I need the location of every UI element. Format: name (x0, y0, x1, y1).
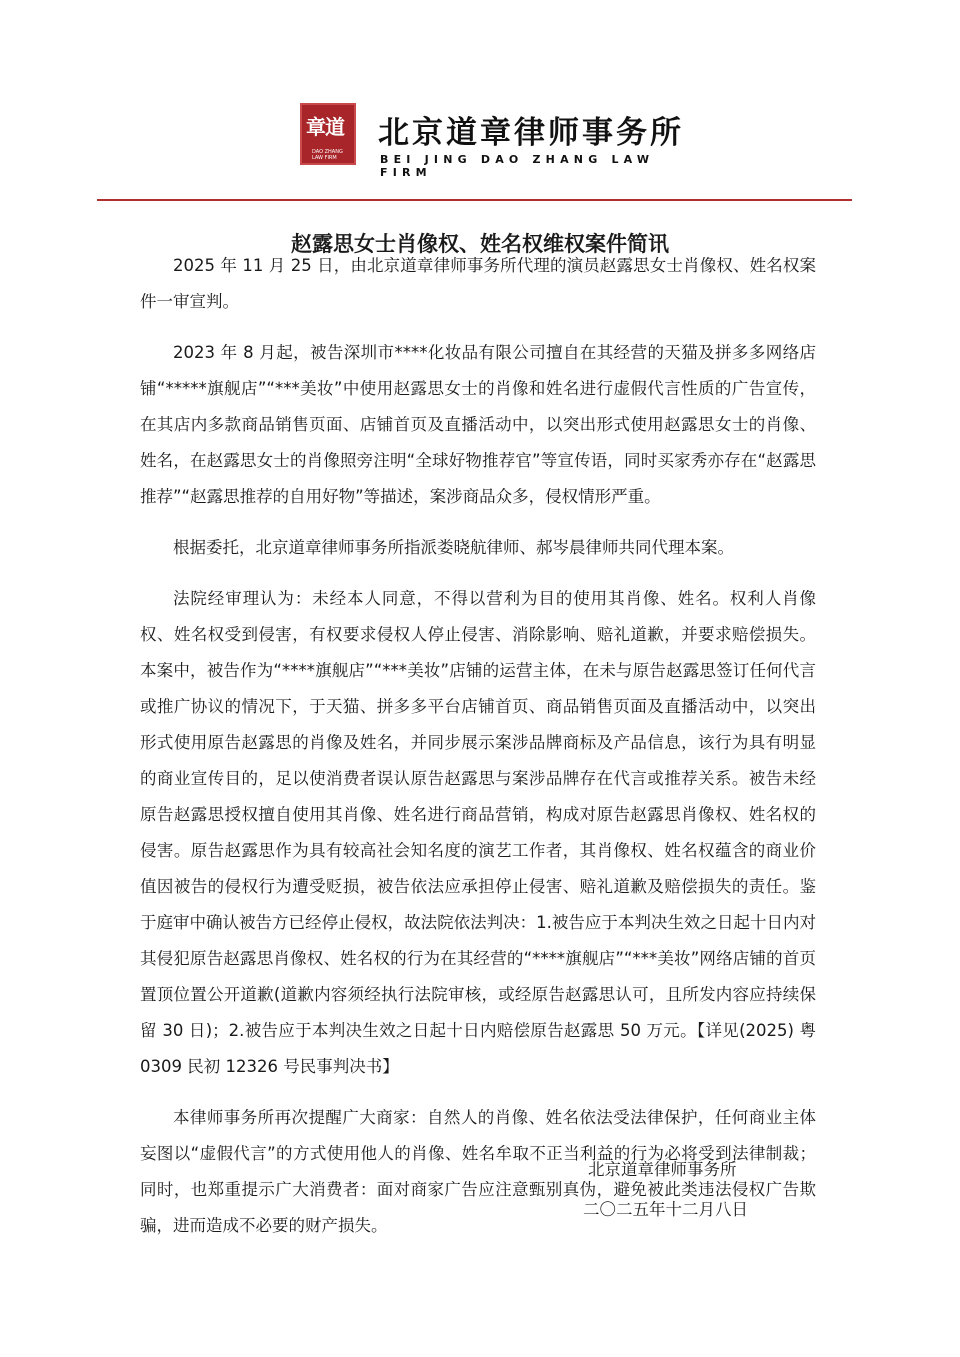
letterhead (300, 103, 700, 179)
paragraph: 2025 年 11 月 25 日，由北京道章律师事务所代理的演员赵露思女士肖像权、姓名权案件一审宣判。 (140, 256, 816, 311)
firm-name-en: BEI JING DAO ZHANG LAW FIRM (380, 153, 655, 179)
paragraph: 根据委托，北京道章律师事务所指派娄晓航律师、郝岑晨律师共同代理本案。 (173, 538, 734, 557)
paragraph: 本律师事务所再次提醒广大商家：自然人的肖像、姓名依法受法律保护，任何商业主体妄图以“虚假代言”的方式使用他人的肖像、姓名牟取不正当利益的行为必将受到法律制裁；同时，也郑重提示广大消费者：面对商家广告应注意甄别真伪，避免被此类违法侵权广告欺骗，进而造成不必要的财产损失。 (140, 1108, 816, 1235)
seal-text: 章道 (306, 115, 344, 139)
document-title: 赵露思女士肖像权、姓名权维权案件简讯 (291, 232, 669, 256)
firm-name-cn: 北京道章律师事务所 (378, 115, 684, 151)
paragraph: 法院经审理认为：未经本人同意，不得以营利为目的使用其肖像、姓名。权利人肖像权、姓名权受到侵害，有权要求侵权人停止侵害、消除影响、赔礼道歉，并要求赔偿损失。本案中，被告作为“****旗舰店”“***美妆”店铺的运营主体，在未与原告赵露思签订任何代言或推广协议的情况下，于天猫、拼多多平台店铺首页、商品销售页面及直播活动中，以突出形式使用原告赵露思的肖像及姓名，并同步展示案涉品牌商标及产品信息，该行为具有明显的商业宣传目的，足以使消费者误认原告赵露思与案涉品牌存在代言或推荐关系。被告未经原告赵露思授权擅自使用其肖像、姓名进行商品营销，构成对原告赵露思肖像权、姓名权的侵害。原告赵露思作为具有较高社会知名度的演艺工作者，其肖像权、姓名权蕴含的商业价值因被告的侵权行为遭受贬损，被告依法应承担停止侵害、赔礼道歉及赔偿损失的责任。鉴于庭审中确认被告方已经停止侵权，故法院依法判决：1.被告应于本判决生效之日起十日内对其侵犯原告赵露思肖像权、姓名权的行为在其经营的“****旗舰店”“***美妆”网络店铺的首页置顶位置公开道歉(道歉内容须经执行法院审核，或经原告赵露思认可，且所发内容应持续保留 30 日)；2.被告应于本判决生效之日起十日内赔偿原告赵露思 50 万元。【详见(2025) 粤 0309 民初 12326 号民事判决书】 (140, 589, 816, 1076)
signature-firm: 北京道章律师事务所 (588, 1160, 737, 1179)
document-body (140, 248, 816, 1259)
signature-block (583, 1150, 748, 1230)
seal-small-text: DAO ZHANG LAW FIRM (312, 149, 343, 161)
paragraph: 2023 年 8 月起，被告深圳市****化妆品有限公司擅自在其经营的天猫及拼多多网络店铺“*****旗舰店”“***美妆”中使用赵露思女士的肖像和姓名进行虚假代言性质的广告宣传，在其店内多款商品销售页面、店铺首页及直播活动中，以突出形式使用赵露思女士的肖像、姓名，在赵露思女士的肖像照旁注明“全球好物推荐官”等宣传语，同时买家秀亦存在“赵露思推荐”“赵露思推荐的自用好物”等描述，案涉商品众多，侵权情形严重。 (140, 343, 816, 506)
firm-seal-logo (300, 103, 356, 165)
signature-date: 二〇二五年十二月八日 (583, 1200, 748, 1219)
header-divider (97, 199, 852, 201)
